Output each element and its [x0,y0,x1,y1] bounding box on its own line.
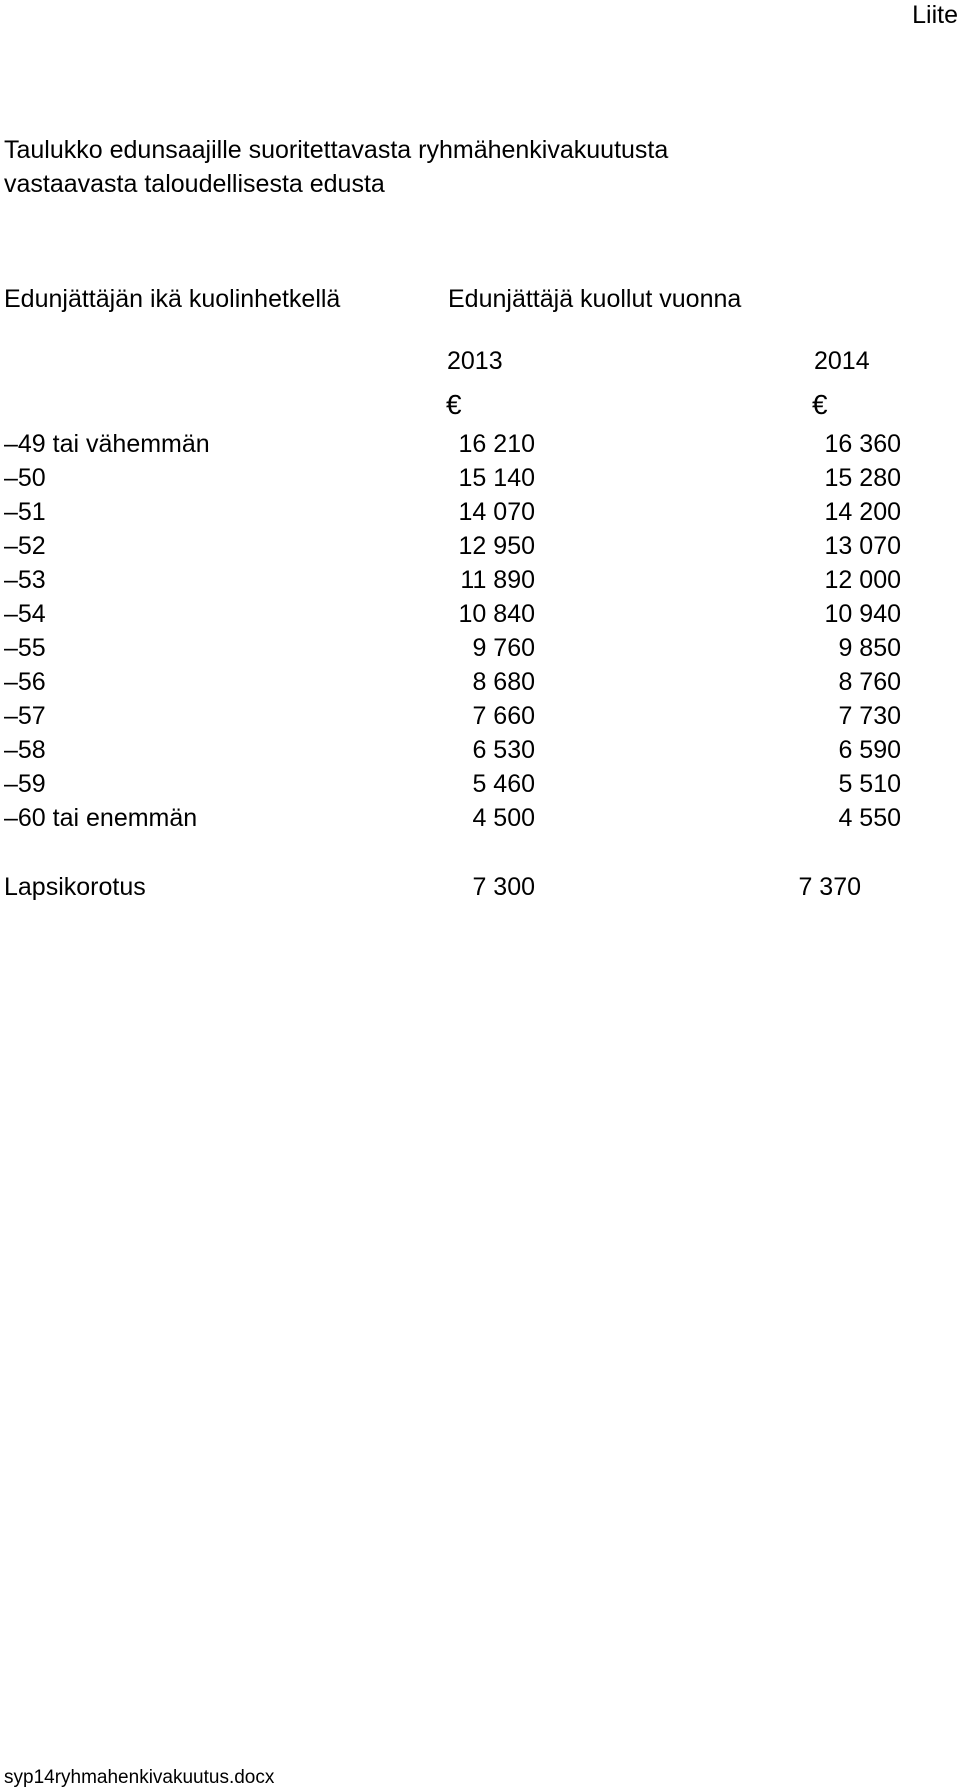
child-supplement-label: Lapsikorotus [4,873,146,901]
age-cell: –56 [4,668,46,696]
table-row [0,597,960,631]
age-cell: –50 [4,464,46,492]
age-cell: –60 tai enemmän [4,804,198,832]
value-2013-cell: 6 530 [472,736,535,764]
value-2014-cell: 4 550 [838,804,901,832]
table-row [0,563,960,597]
value-2013-cell: 4 500 [472,804,535,832]
value-2014-cell: 12 000 [824,566,901,594]
value-2013-cell: 16 210 [458,430,535,458]
age-cell: –55 [4,634,46,662]
document-title [4,133,668,201]
value-2013-cell: 9 760 [472,634,535,662]
value-2014-cell: 13 070 [824,532,901,560]
value-2013-cell: 5 460 [472,770,535,798]
table-row [0,733,960,767]
table-row [0,767,960,801]
currency-2013-label: € [446,389,462,420]
value-2014-cell: 6 590 [838,736,901,764]
title-line-1: Taulukko edunsaajille suoritettavasta ryhmähenkivakuutusta [4,136,669,164]
age-cell: –49 tai vähemmän [4,430,210,458]
age-cell: –51 [4,498,46,526]
value-2014-cell: 5 510 [838,770,901,798]
age-cell: –59 [4,770,46,798]
value-2014-cell: 16 360 [824,430,901,458]
table-row [0,529,960,563]
footer-filename: syp14ryhmahenkivakuutus.docx [4,1767,275,1788]
value-2014-cell: 8 760 [838,668,901,696]
value-2013-cell: 8 680 [472,668,535,696]
age-cell: –57 [4,702,46,730]
table-row [0,495,960,529]
table-row [0,801,960,835]
table-row [0,427,960,461]
child-supplement-row [0,870,960,904]
value-2013-cell: 14 070 [458,498,535,526]
table-row [0,699,960,733]
title-line-2: vastaavasta taloudellisesta edusta [4,170,385,198]
table-row [0,461,960,495]
age-cell: –52 [4,532,46,560]
child-supplement-2013: 7 300 [472,873,535,901]
value-2014-cell: 10 940 [824,600,901,628]
value-2013-cell: 7 660 [472,702,535,730]
value-2013-cell: 15 140 [458,464,535,492]
value-2013-cell: 12 950 [458,532,535,560]
value-2014-cell: 7 730 [838,702,901,730]
value-2013-cell: 11 890 [460,566,535,594]
benefit-table [0,427,960,835]
age-column-header: Edunjättäjän ikä kuolinhetkellä [4,285,341,313]
table-row [0,631,960,665]
currency-2014-label: € [812,389,828,420]
year-2014-header: 2014 [814,347,870,375]
value-2014-cell: 9 850 [838,634,901,662]
table-row [0,665,960,699]
page-label: Liite [912,1,958,29]
child-supplement-2014: 7 370 [798,873,861,901]
value-2013-cell: 10 840 [458,600,535,628]
age-cell: –54 [4,600,46,628]
year-group-header: Edunjättäjä kuollut vuonna [448,285,742,313]
value-2014-cell: 14 200 [824,498,901,526]
age-cell: –53 [4,566,46,594]
age-cell: –58 [4,736,46,764]
value-2014-cell: 15 280 [824,464,901,492]
year-2013-header: 2013 [447,347,503,375]
